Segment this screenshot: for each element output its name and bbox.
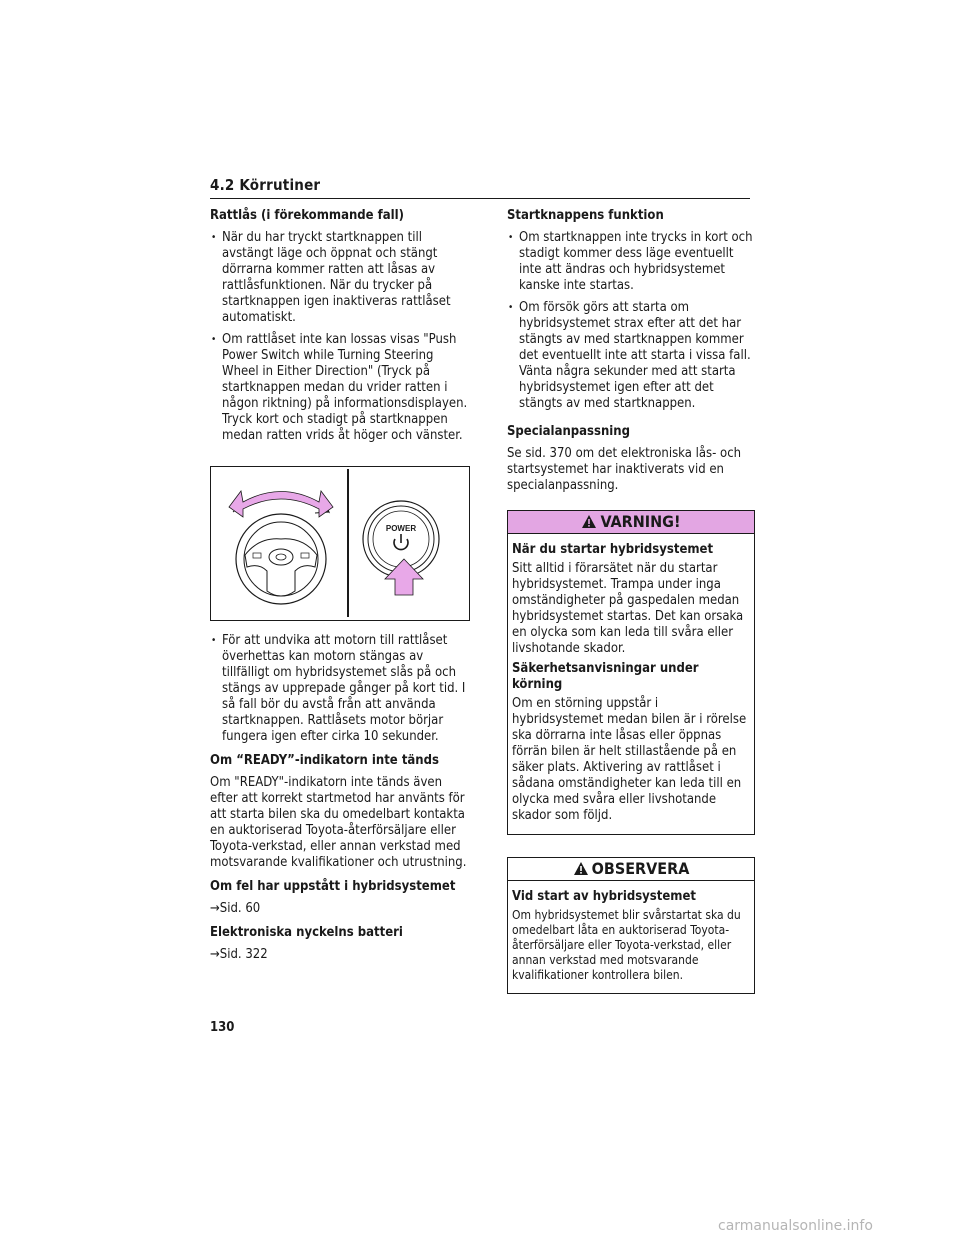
- list-item: • Om rattlåset inte kan lossas visas "Push Power Switch while Turning Steering Wheel in Either Direction" (Tryck på startknappen medan du vrider ratten i någon riktning) på informationsdisplayen. Tryck kort och stadigt på startknappen medan ratten vrids åt höger och vänster.: [210, 332, 472, 444]
- warning-heading-start: När du startar hybridsystemet: [512, 542, 714, 557]
- page-reference-link[interactable]: →Sid. 60: [210, 901, 261, 916]
- steering-wheel-illustration: [211, 467, 469, 620]
- paragraph-special-adaptation: Se sid. 370 om det elektroniska lås- och startsystemet har inaktiverats vid en specialanpassning.: [507, 446, 742, 493]
- notice-triangle-icon: [573, 861, 589, 876]
- page-reference-link[interactable]: →Sid. 322: [210, 947, 268, 962]
- page-number: 130: [210, 1020, 235, 1035]
- warning-paragraph-start: Sitt alltid i förarsätet när du startar hybridsystemet. Trampa under inga omständigheter på gaspedalen medan hybridsystemet startas. Det kan orsaka en olycka som kan leda till svåra eller livshotande skador.: [512, 561, 744, 656]
- warning-paragraph-driving: Om en störning uppstår i hybridsystemet medan bilen är i rörelse ska dörrarna inte låsas eller öppnas förrän bilen är helt stillastående på en säker plats. Aktivering av rattlåset i sådana omständigheter kan leda till en olycka med svåra eller livshotande skador som följd.: [512, 696, 747, 823]
- heading-steering-lock: Rattlås (i förekommande fall): [210, 208, 405, 223]
- watermark: carmanualsonline.info: [718, 1218, 873, 1234]
- warning-body: [508, 534, 754, 834]
- right-column: [507, 208, 755, 994]
- steering-wheel-icon: [236, 514, 326, 604]
- list-item: • När du har tryckt startknappen till avstängt läge och öppnat och stängt dörrarna kommer ratten att låsas av rattlåsfunktionen. När du trycker på startknappen igen inaktiveras rattlåset automatiskt.: [210, 230, 472, 326]
- notice-title: OBSERVERA: [591, 859, 690, 878]
- warning-box: [507, 510, 755, 835]
- warning-triangle-icon: [581, 514, 597, 529]
- start-button-list: [507, 230, 755, 412]
- warning-title: VARNING!: [600, 512, 681, 531]
- left-column: [210, 208, 472, 971]
- paragraph-ready-indicator: Om "READY"-indikatorn inte tänds även efter att korrekt startmetod har använts för att starta bilen ska du omedelbart kontakta en auktoriserad Toyota-återförsäljare eller Toyota-verkstad, eller annan verkstad med motsvarande kvalifikationer och utrustning.: [210, 775, 467, 870]
- notice-body: [508, 881, 754, 993]
- power-label: POWER: [385, 524, 417, 533]
- steering-figure: [210, 466, 470, 621]
- press-arrow-icon: [385, 559, 423, 595]
- notice-heading: Vid start av hybridsystemet: [512, 889, 696, 904]
- heading-special-adaptation: Specialanpassning: [507, 424, 631, 439]
- list-item: • Om försök görs att starta om hybridsystemet strax efter att det har stängts av med startknappen kommer det eventuellt inte att starta i vissa fall. Vänta några sekunder med att starta hybridsystemet igen efter att det stängts av med startknappen.: [507, 300, 755, 412]
- notice-paragraph: Om hybridsystemet blir svårstartat ska du omedelbart låta en auktoriserad Toyota-återförsäljare eller Toyota-verkstad, eller annan verkstad med motsvarande kvalifikationer kontrollera bilen.: [512, 908, 741, 982]
- list-item: • Om startknappen inte trycks in kort och stadigt kommer dess läge eventuellt inte att ändras och hybridsystemet kanske inte startas.: [507, 230, 755, 294]
- warning-header: [508, 511, 754, 534]
- warning-heading-driving: Säkerhetsanvisningar under körning: [512, 661, 699, 692]
- list-item: • För att undvika att motorn till rattlåset överhettas kan motorn stängas av tillfälligt om hybridsystemet slås på och stängs av upprepade gånger på kort tid. I så fall bör du avstå från att använda startknappen. Rattlåsets motor börjar fungera igen efter cirka 10 sekunder.: [210, 633, 472, 745]
- heading-key-battery: Elektroniska nyckelns batteri: [210, 925, 403, 940]
- notice-box: [507, 857, 755, 994]
- steering-lock-list: [210, 230, 472, 444]
- heading-hybrid-fault: Om fel har uppstått i hybridsystemet: [210, 879, 456, 894]
- overheat-list: [210, 633, 472, 745]
- heading-ready-indicator: Om “READY”-indikatorn inte tänds: [210, 753, 439, 768]
- heading-start-button: Startknappens funktion: [507, 208, 664, 223]
- notice-header: [508, 858, 754, 881]
- section-title: 4.2 Körrutiner: [210, 176, 750, 199]
